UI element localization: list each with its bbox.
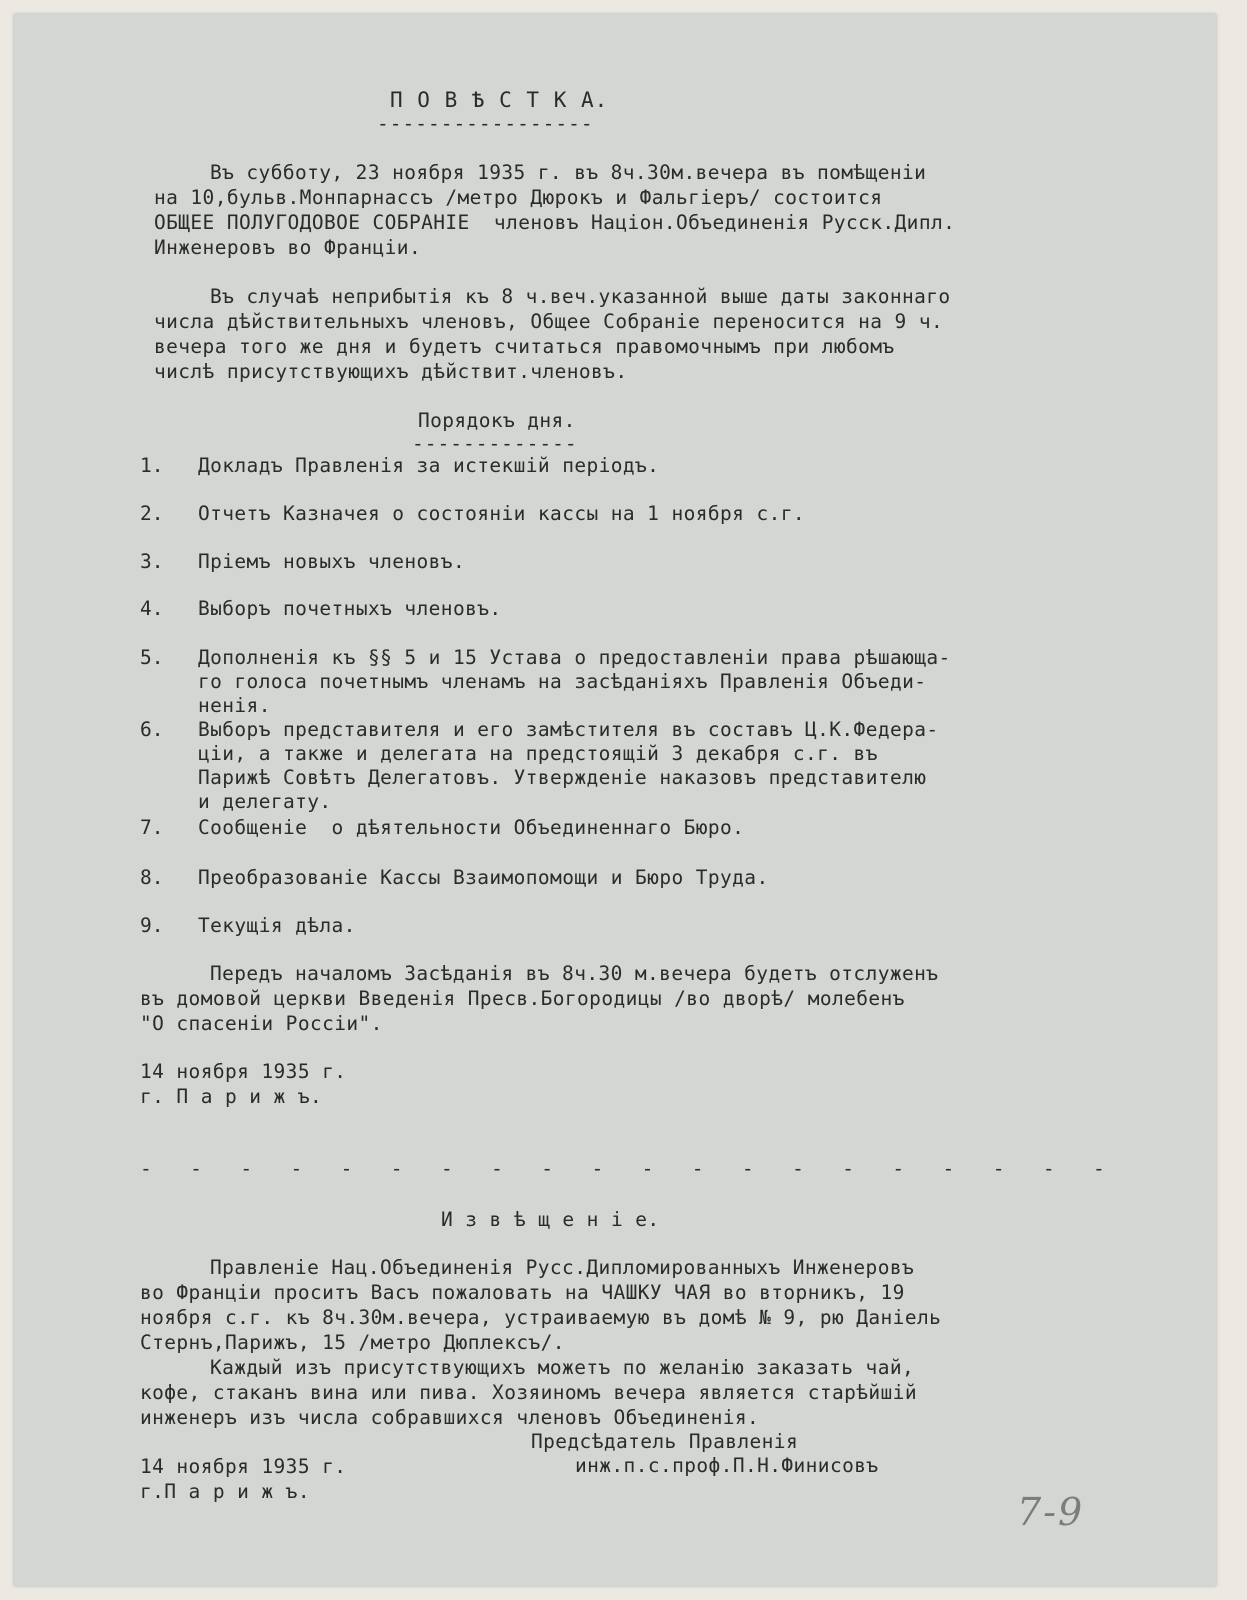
agenda-item-text: Сообщеніе о дѣятельности Объединеннаго Бюро. [198, 816, 745, 839]
agenda-item-text: Преобразованіе Кассы Взаимопомощи и Бюро Труда. [198, 866, 769, 889]
agenda-item-number: 8. [140, 866, 164, 889]
agenda-item-text: Отчетъ Казначея о состояніи кассы на 1 ноября с.г. [198, 502, 805, 525]
agenda-item-number: 5. [140, 646, 164, 669]
agenda-item-text: ціи, а также и делегата на предстоящій 3 декабря с.г. въ [198, 742, 878, 765]
agenda-item-text: Выборъ почетныхъ членовъ. [198, 597, 502, 620]
notice-line: ноября с.г. къ 8ч.30м.вечера, устраиваемую въ домѣ № 9, рю Даніель [140, 1306, 942, 1329]
agenda-item-text: Пріемъ новыхъ членовъ. [198, 550, 466, 573]
agenda-item-number: 9. [140, 914, 164, 937]
agenda-item-number: 4. [140, 597, 164, 620]
closing-date: 14 ноября 1935 г. [140, 1455, 347, 1478]
agenda-item-text: Дополненія къ §§ 5 и 15 Устава о предоставленіи права рѣшающа- [198, 646, 951, 669]
quorum-line: числа дѣйствительныхъ членовъ, Общее Собраніе переносится на 9 ч. [154, 310, 944, 333]
intro-line: Инженеровъ во Франціи. [154, 236, 422, 259]
agenda-item-number: 6. [140, 718, 164, 741]
agenda-item-text: ненія. [198, 694, 271, 717]
intro-line: на 10,бульв.Монпарнассъ /метро Дюрокъ и Фальгіеръ/ состоится [154, 186, 883, 209]
agenda-item-number: 2. [140, 502, 164, 525]
service-line: Передъ началомъ Засѣданія въ 8ч.30 м.вечера будетъ отслуженъ [210, 962, 939, 985]
agenda-item-text: Выборъ представителя и его замѣстителя въ составъ Ц.К.Федера- [198, 718, 939, 741]
issue-date: 14 ноября 1935 г. [140, 1060, 347, 1083]
quorum-line: вечера того же дня и будетъ считаться правомочнымъ при любомъ [154, 335, 895, 358]
agenda-item-text: Парижѣ Совѣтъ Делегатовъ. Утвержденіе наказовъ представителю [198, 766, 927, 789]
notice-title: И з в ѣ щ е н і е. [441, 1208, 660, 1231]
notice-line: Каждый изъ присутствующихъ можетъ по желанію заказать чай, [210, 1356, 915, 1379]
quorum-line: числѣ присутствующихъ дѣйствит.членовъ. [154, 360, 628, 383]
signature-name: инж.п.с.проф.П.Н.Финисовъ [575, 1454, 879, 1477]
document-page [14, 14, 1216, 1586]
agenda-heading-underline: ------------- [412, 432, 578, 455]
agenda-item-text: го голоса почетнымъ членамъ на засѣданіяхъ Правленія Объеди- [198, 670, 927, 693]
agenda-item-number: 1. [140, 454, 164, 477]
agenda-item-text: и делегату. [198, 790, 332, 813]
service-line: въ домовой церкви Введенія Пресв.Богородицы /во дворѣ/ молебенъ [140, 987, 905, 1010]
service-line: "О спасеніи Россіи". [140, 1012, 383, 1035]
document-title: П О В Ѣ С Т К А. [390, 88, 609, 112]
signature-title: Предсѣдатель Правленія [531, 1430, 799, 1453]
notice-line: Стернъ,Парижъ, 15 /метро Дюплексъ/. [140, 1331, 565, 1354]
intro-line: ОБЩЕЕ ПОЛУГОДОВОЕ СОБРАНІЕ членовъ Націон.Объединенія Русск.Дипл. [154, 211, 956, 234]
section-divider: - - - - - - - - - - - - - - - - - - - - [140, 1157, 1106, 1180]
issue-place: г. П а р и ж ъ. [140, 1085, 323, 1108]
notice-line: кофе, стаканъ вина или пива. Хозяиномъ вечера является старѣйшій [140, 1381, 917, 1404]
notice-line: инженеръ изъ числа собравшихся членовъ Объединенія. [140, 1406, 760, 1429]
quorum-line: Въ случаѣ неприбытія къ 8 ч.веч.указанной выше даты законнаго [210, 285, 951, 308]
agenda-item-number: 7. [140, 816, 164, 839]
notice-line: во Франціи проситъ Васъ пожаловать на ЧАШКУ ЧАЯ во вторникъ, 19 [140, 1281, 905, 1304]
agenda-item-text: Докладъ Правленія за истекшій періодъ. [198, 454, 660, 477]
agenda-item-text: Текущія дѣла. [198, 914, 356, 937]
title-underline: ----------------- [377, 112, 594, 135]
folio-number: 7-9 [1017, 1490, 1085, 1534]
notice-line: Правленіе Нац.Объединенія Русс.Дипломированныхъ Инженеровъ [210, 1256, 915, 1279]
closing-place: г.П а р и ж ъ. [140, 1480, 310, 1503]
agenda-heading: Порядокъ дня. [418, 409, 576, 432]
intro-line: Въ субботу, 23 ноября 1935 г. въ 8ч.30м.вечера въ помѣщеніи [210, 161, 927, 184]
agenda-item-number: 3. [140, 550, 164, 573]
